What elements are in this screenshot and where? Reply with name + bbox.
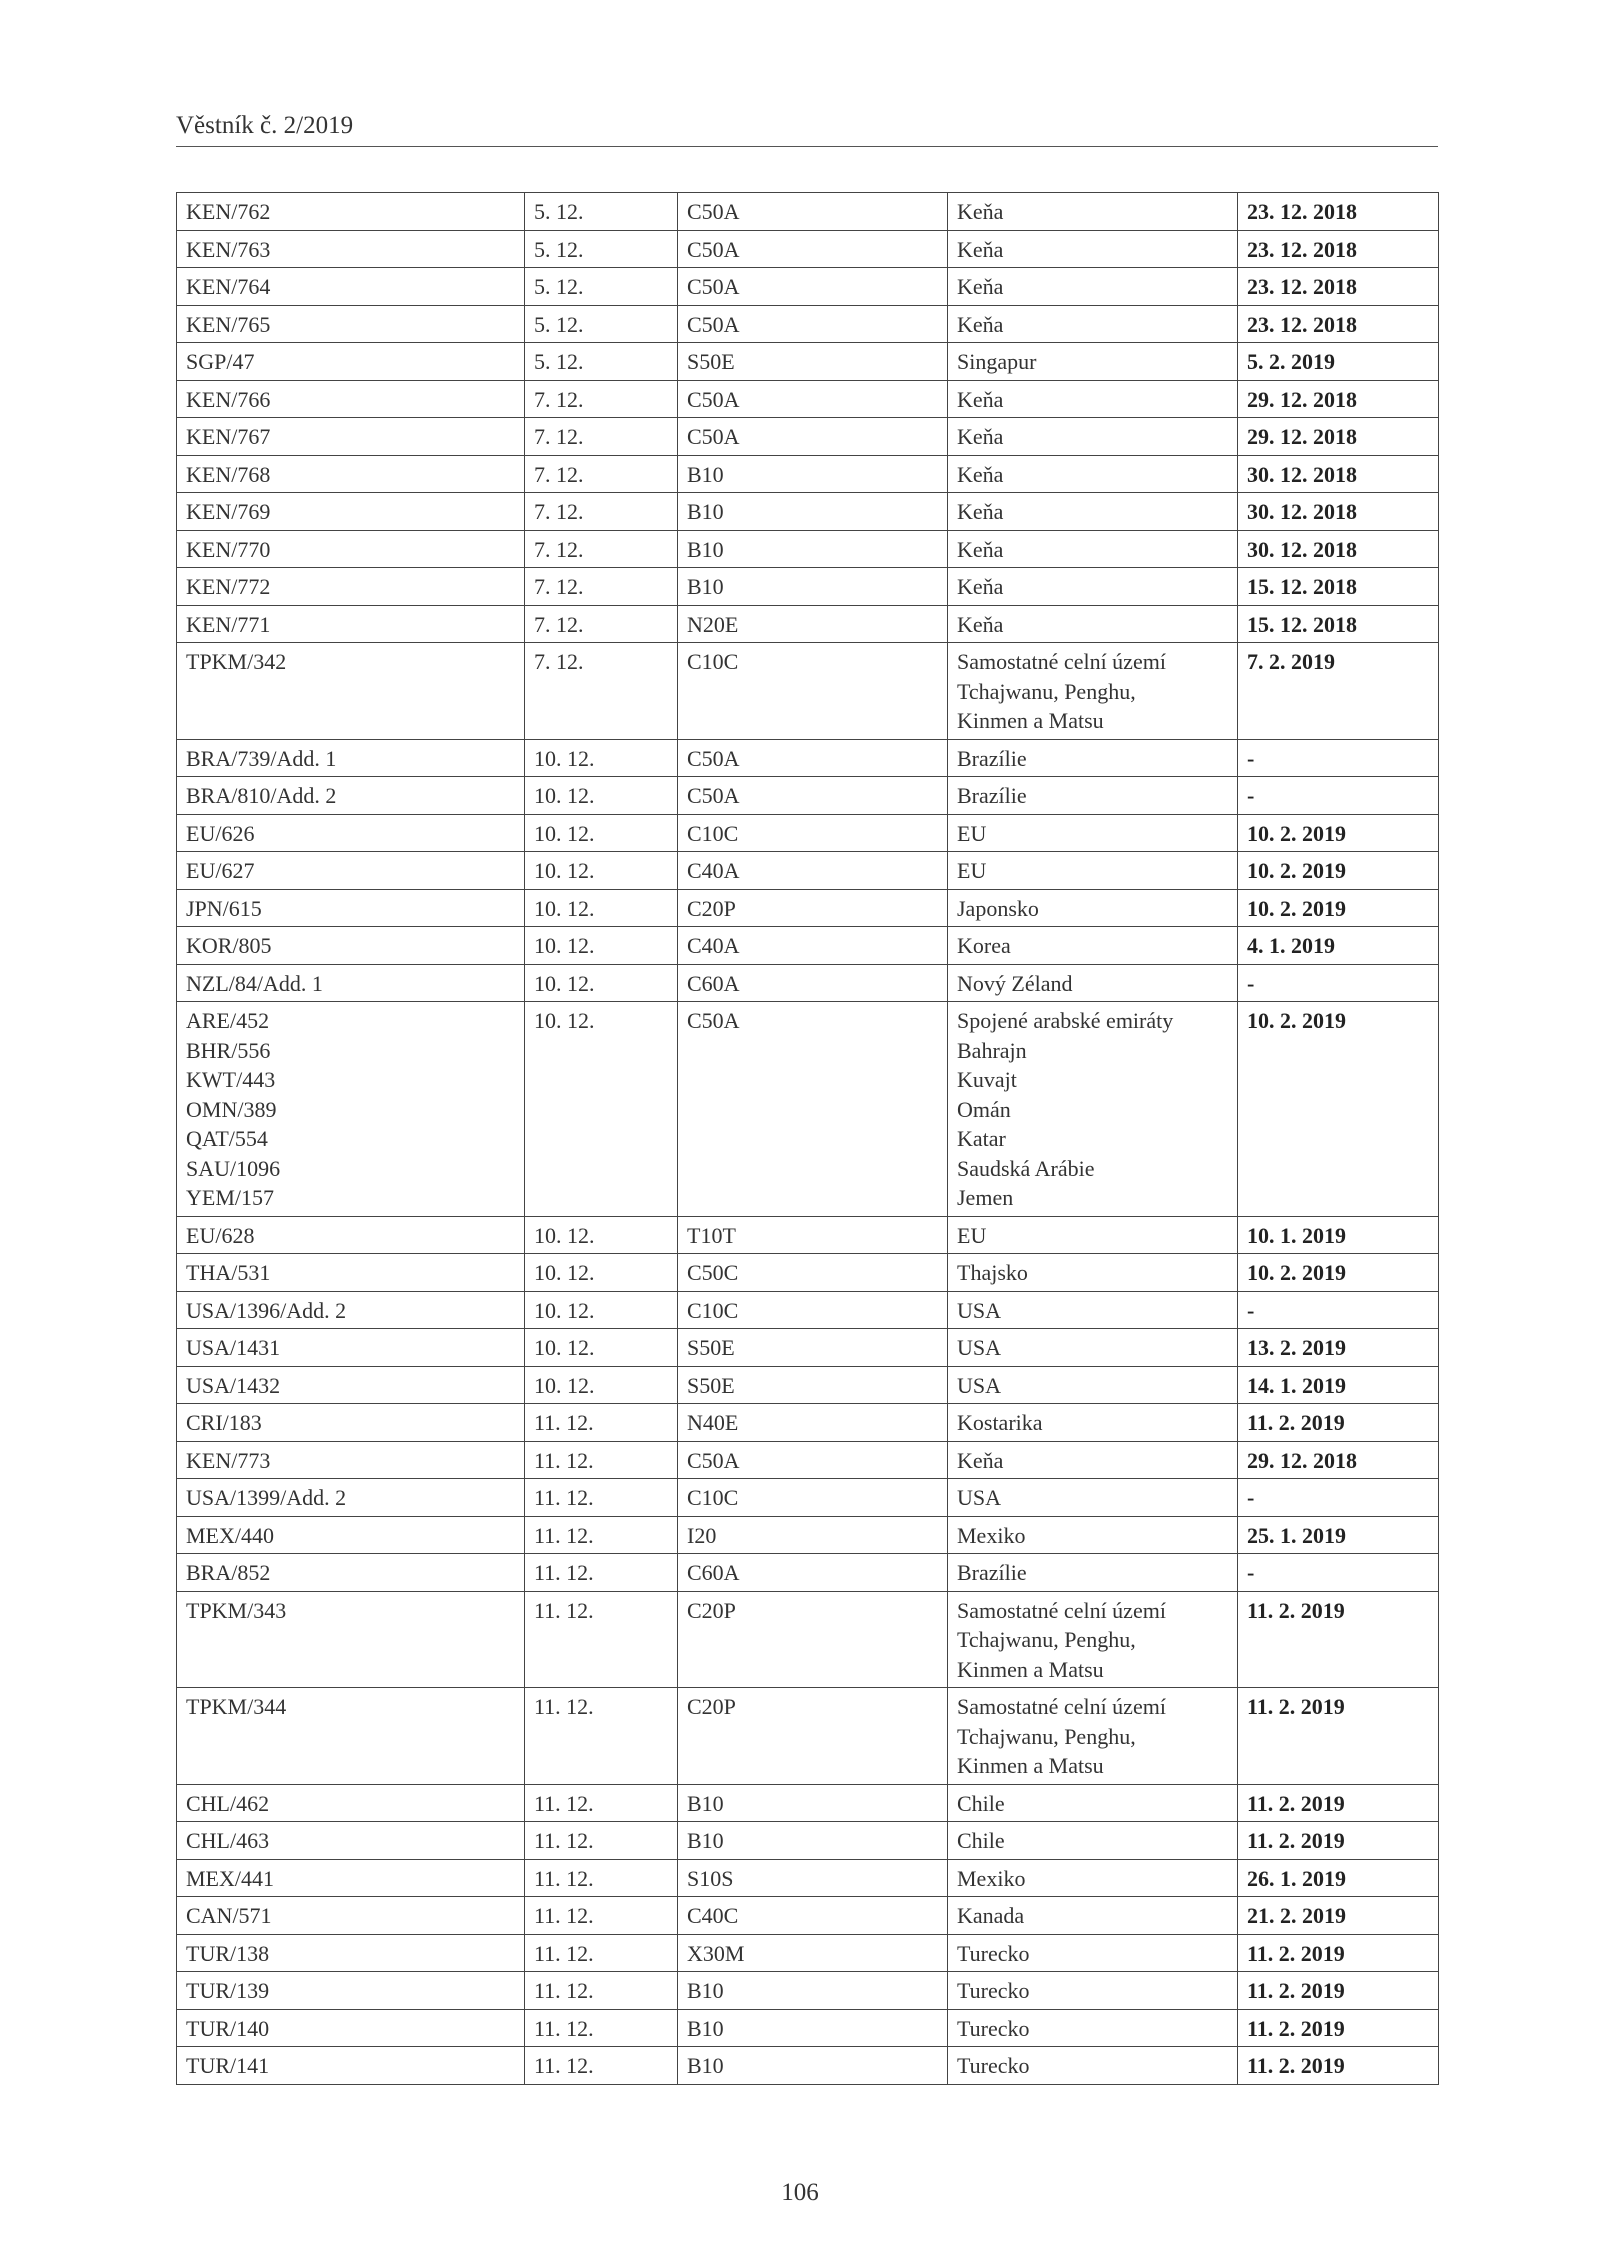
cell-line: Samostatné celní území — [957, 1597, 1166, 1623]
member-cell: Mexiko — [948, 1859, 1238, 1897]
deadline-cell: 11. 2. 2019 — [1238, 1934, 1439, 1972]
member-cell: USA — [948, 1329, 1238, 1367]
table-row — [177, 1329, 1439, 1367]
code-cell: S50E — [678, 1329, 948, 1367]
member-cell — [948, 1591, 1238, 1688]
deadline-cell: 11. 2. 2019 — [1238, 1591, 1439, 1688]
table-row — [177, 305, 1439, 343]
table-row — [177, 643, 1439, 740]
member-cell: Keňa — [948, 530, 1238, 568]
date-cell: 11. 12. — [525, 1822, 678, 1860]
page-number: 106 — [781, 2179, 819, 2206]
member-cell: USA — [948, 1479, 1238, 1517]
cell-line: Samostatné celní území — [957, 1694, 1166, 1719]
cell-line: Saudská Arábie — [957, 1155, 1095, 1181]
date-cell: 7. 12. — [525, 530, 678, 568]
document-symbol-cell: TUR/140 — [177, 2009, 525, 2047]
document-symbol-cell: KEN/768 — [177, 455, 525, 493]
cell-line: Tchajwanu, Penghu, — [957, 678, 1136, 704]
member-cell: EU — [948, 814, 1238, 852]
deadline-cell: 30. 12. 2018 — [1238, 530, 1439, 568]
document-symbol-cell: THA/531 — [177, 1254, 525, 1292]
member-cell: EU — [948, 852, 1238, 890]
date-cell: 7. 12. — [525, 418, 678, 456]
member-cell: Korea — [948, 927, 1238, 965]
table-row — [177, 1972, 1439, 2010]
date-cell: 10. 12. — [525, 1002, 678, 1217]
deadline-cell: 10. 2. 2019 — [1238, 1254, 1439, 1292]
table-row — [177, 927, 1439, 965]
member-cell: Kanada — [948, 1897, 1238, 1935]
document-symbol-cell: TPKM/344 — [177, 1688, 525, 1785]
table-row — [177, 568, 1439, 606]
deadline-cell: - — [1238, 777, 1439, 815]
date-cell: 10. 12. — [525, 1254, 678, 1292]
table-row — [177, 193, 1439, 231]
document-symbol-cell: KEN/766 — [177, 380, 525, 418]
document-symbol-cell: KEN/770 — [177, 530, 525, 568]
member-cell: Keňa — [948, 1441, 1238, 1479]
member-cell: Keňa — [948, 605, 1238, 643]
code-cell: C20P — [678, 1688, 948, 1785]
table-row — [177, 1216, 1439, 1254]
date-cell: 11. 12. — [525, 1404, 678, 1442]
deadline-cell: 11. 2. 2019 — [1238, 2009, 1439, 2047]
date-cell: 10. 12. — [525, 814, 678, 852]
document-symbol-cell: KEN/769 — [177, 493, 525, 531]
table-row — [177, 1366, 1439, 1404]
deadline-cell: 26. 1. 2019 — [1238, 1859, 1439, 1897]
deadline-cell: 11. 2. 2019 — [1238, 2047, 1439, 2085]
deadline-cell: 29. 12. 2018 — [1238, 1441, 1439, 1479]
table-row — [177, 1784, 1439, 1822]
deadline-cell: 10. 2. 2019 — [1238, 852, 1439, 890]
document-symbol-cell: NZL/84/Add. 1 — [177, 964, 525, 1002]
code-cell: C50A — [678, 418, 948, 456]
code-cell: C60A — [678, 1554, 948, 1592]
deadline-cell: 11. 2. 2019 — [1238, 1784, 1439, 1822]
table-row — [177, 1934, 1439, 1972]
document-symbol-cell: CHL/462 — [177, 1784, 525, 1822]
deadline-cell: 23. 12. 2018 — [1238, 193, 1439, 231]
date-cell: 10. 12. — [525, 1216, 678, 1254]
code-cell: B10 — [678, 2009, 948, 2047]
table-row — [177, 1859, 1439, 1897]
code-cell: B10 — [678, 493, 948, 531]
cell-line: ARE/452 — [186, 1008, 270, 1033]
cell-line: Tchajwanu, Penghu, — [957, 1723, 1136, 1749]
member-cell — [948, 1688, 1238, 1785]
member-cell: Keňa — [948, 418, 1238, 456]
document-symbol-cell: KEN/765 — [177, 305, 525, 343]
notifications-table — [176, 192, 1439, 2085]
date-cell: 5. 12. — [525, 343, 678, 381]
code-cell: I20 — [678, 1516, 948, 1554]
table-row — [177, 964, 1439, 1002]
deadline-cell: 10. 2. 2019 — [1238, 889, 1439, 927]
table-row — [177, 1688, 1439, 1785]
date-cell: 7. 12. — [525, 568, 678, 606]
cell-line: Jemen — [957, 1185, 1014, 1210]
code-cell: C50A — [678, 1002, 948, 1217]
member-cell: Kostarika — [948, 1404, 1238, 1442]
date-cell: 10. 12. — [525, 1291, 678, 1329]
date-cell: 11. 12. — [525, 1591, 678, 1688]
code-cell: S50E — [678, 1366, 948, 1404]
code-cell: C20P — [678, 1591, 948, 1688]
member-cell: Turecko — [948, 2047, 1238, 2085]
table-row — [177, 343, 1439, 381]
document-symbol-cell: TUR/139 — [177, 1972, 525, 2010]
document-symbol-cell: EU/628 — [177, 1216, 525, 1254]
deadline-cell: 25. 1. 2019 — [1238, 1516, 1439, 1554]
document-symbol-cell: KEN/764 — [177, 268, 525, 306]
cell-line: Samostatné celní území — [957, 649, 1166, 674]
deadline-cell: 4. 1. 2019 — [1238, 927, 1439, 965]
document-symbol-cell: KOR/805 — [177, 927, 525, 965]
document-symbol-cell: KEN/763 — [177, 230, 525, 268]
cell-line: Bahrajn — [957, 1037, 1027, 1063]
deadline-cell: - — [1238, 964, 1439, 1002]
cell-line: SAU/1096 — [186, 1155, 281, 1181]
document-symbol-cell: KEN/772 — [177, 568, 525, 606]
table-row — [177, 605, 1439, 643]
deadline-cell: 7. 2. 2019 — [1238, 643, 1439, 740]
cell-line: YEM/157 — [186, 1185, 274, 1210]
deadline-cell: 10. 2. 2019 — [1238, 814, 1439, 852]
table-row — [177, 2047, 1439, 2085]
table-row — [177, 739, 1439, 777]
member-cell: Brazílie — [948, 1554, 1238, 1592]
date-cell: 7. 12. — [525, 643, 678, 740]
table-row — [177, 418, 1439, 456]
table-row — [177, 455, 1439, 493]
date-cell: 5. 12. — [525, 193, 678, 231]
deadline-cell: 13. 2. 2019 — [1238, 1329, 1439, 1367]
date-cell: 11. 12. — [525, 1688, 678, 1785]
document-symbol-cell: EU/627 — [177, 852, 525, 890]
code-cell: C50A — [678, 230, 948, 268]
deadline-cell: - — [1238, 739, 1439, 777]
code-cell: B10 — [678, 1784, 948, 1822]
document-symbol-cell: USA/1399/Add. 2 — [177, 1479, 525, 1517]
document-symbol-cell: KEN/762 — [177, 193, 525, 231]
code-cell: B10 — [678, 455, 948, 493]
member-cell: Brazílie — [948, 777, 1238, 815]
table-row — [177, 1479, 1439, 1517]
table-body — [177, 193, 1439, 2085]
member-cell: Turecko — [948, 1934, 1238, 1972]
code-cell: C50C — [678, 1254, 948, 1292]
document-symbol-cell: JPN/615 — [177, 889, 525, 927]
deadline-cell: - — [1238, 1479, 1439, 1517]
document-symbol-cell: CAN/571 — [177, 1897, 525, 1935]
date-cell: 11. 12. — [525, 1859, 678, 1897]
deadline-cell: 10. 1. 2019 — [1238, 1216, 1439, 1254]
code-cell: N20E — [678, 605, 948, 643]
document-symbol-cell: CHL/463 — [177, 1822, 525, 1860]
deadline-cell: 23. 12. 2018 — [1238, 268, 1439, 306]
member-cell: Keňa — [948, 568, 1238, 606]
date-cell: 10. 12. — [525, 739, 678, 777]
cell-line: Kinmen a Matsu — [957, 1656, 1104, 1682]
member-cell: Turecko — [948, 1972, 1238, 2010]
document-symbol-cell: EU/626 — [177, 814, 525, 852]
member-cell: USA — [948, 1291, 1238, 1329]
date-cell: 11. 12. — [525, 1516, 678, 1554]
code-cell: C10C — [678, 643, 948, 740]
date-cell: 11. 12. — [525, 1479, 678, 1517]
table-row — [177, 1591, 1439, 1688]
code-cell: C50A — [678, 777, 948, 815]
table-row — [177, 1822, 1439, 1860]
date-cell: 10. 12. — [525, 889, 678, 927]
document-symbol-cell — [177, 1002, 525, 1217]
document-symbol-cell: TUR/141 — [177, 2047, 525, 2085]
table-row — [177, 230, 1439, 268]
member-cell: Keňa — [948, 455, 1238, 493]
document-symbol-cell: KEN/773 — [177, 1441, 525, 1479]
table-row — [177, 1897, 1439, 1935]
member-cell: Chile — [948, 1784, 1238, 1822]
table-row — [177, 380, 1439, 418]
date-cell: 11. 12. — [525, 1897, 678, 1935]
date-cell: 5. 12. — [525, 230, 678, 268]
document-symbol-cell: BRA/739/Add. 1 — [177, 739, 525, 777]
code-cell: C50A — [678, 305, 948, 343]
member-cell: Keňa — [948, 380, 1238, 418]
deadline-cell: 30. 12. 2018 — [1238, 493, 1439, 531]
date-cell: 11. 12. — [525, 1972, 678, 2010]
date-cell: 11. 12. — [525, 1934, 678, 1972]
table-row — [177, 1291, 1439, 1329]
code-cell: C50A — [678, 1441, 948, 1479]
date-cell: 10. 12. — [525, 1366, 678, 1404]
date-cell: 10. 12. — [525, 927, 678, 965]
member-cell: Keňa — [948, 230, 1238, 268]
code-cell: C40A — [678, 852, 948, 890]
member-cell: Singapur — [948, 343, 1238, 381]
member-cell: Nový Zéland — [948, 964, 1238, 1002]
member-cell: Keňa — [948, 305, 1238, 343]
deadline-cell: 11. 2. 2019 — [1238, 1404, 1439, 1442]
date-cell: 11. 12. — [525, 1784, 678, 1822]
code-cell: S10S — [678, 1859, 948, 1897]
code-cell: B10 — [678, 1972, 948, 2010]
cell-line: KWT/443 — [186, 1067, 276, 1092]
member-cell: Keňa — [948, 493, 1238, 531]
member-cell: Keňa — [948, 193, 1238, 231]
table-row — [177, 1002, 1439, 1217]
document-symbol-cell: USA/1432 — [177, 1366, 525, 1404]
deadline-cell: 21. 2. 2019 — [1238, 1897, 1439, 1935]
cell-line: Spojené arabské emiráty — [957, 1008, 1174, 1033]
cell-line: BHR/556 — [186, 1037, 271, 1063]
code-cell: X30M — [678, 1934, 948, 1972]
code-cell: C10C — [678, 1291, 948, 1329]
date-cell: 10. 12. — [525, 777, 678, 815]
table-row — [177, 2009, 1439, 2047]
deadline-cell: 11. 2. 2019 — [1238, 1972, 1439, 2010]
cell-line: Kinmen a Matsu — [957, 708, 1104, 733]
table-row — [177, 1254, 1439, 1292]
document-symbol-cell: MEX/440 — [177, 1516, 525, 1554]
document-symbol-cell: BRA/852 — [177, 1554, 525, 1592]
date-cell: 7. 12. — [525, 493, 678, 531]
date-cell: 11. 12. — [525, 1441, 678, 1479]
table-row — [177, 1554, 1439, 1592]
date-cell: 11. 12. — [525, 1554, 678, 1592]
code-cell: C10C — [678, 814, 948, 852]
document-symbol-cell: USA/1431 — [177, 1329, 525, 1367]
cell-line: Kuvajt — [957, 1067, 1017, 1092]
cell-line: Omán — [957, 1096, 1011, 1122]
date-cell: 10. 12. — [525, 964, 678, 1002]
code-cell: T10T — [678, 1216, 948, 1254]
document-symbol-cell: CRI/183 — [177, 1404, 525, 1442]
code-cell: C50A — [678, 268, 948, 306]
deadline-cell: 5. 2. 2019 — [1238, 343, 1439, 381]
table-row — [177, 889, 1439, 927]
table-row — [177, 814, 1439, 852]
date-cell: 5. 12. — [525, 268, 678, 306]
member-cell: USA — [948, 1366, 1238, 1404]
code-cell: C20P — [678, 889, 948, 927]
cell-line: Tchajwanu, Penghu, — [957, 1627, 1136, 1652]
code-cell: C50A — [678, 380, 948, 418]
table-row — [177, 777, 1439, 815]
table-row — [177, 1404, 1439, 1442]
code-cell: B10 — [678, 530, 948, 568]
member-cell — [948, 643, 1238, 740]
member-cell: Brazílie — [948, 739, 1238, 777]
cell-line: Katar — [957, 1126, 1006, 1151]
deadline-cell: 23. 12. 2018 — [1238, 305, 1439, 343]
member-cell: EU — [948, 1216, 1238, 1254]
document-symbol-cell: TPKM/343 — [177, 1591, 525, 1688]
code-cell: B10 — [678, 1822, 948, 1860]
code-cell: C40C — [678, 1897, 948, 1935]
member-cell: Chile — [948, 1822, 1238, 1860]
code-cell: S50E — [678, 343, 948, 381]
member-cell: Japonsko — [948, 889, 1238, 927]
document-symbol-cell: KEN/771 — [177, 605, 525, 643]
deadline-cell: 15. 12. 2018 — [1238, 605, 1439, 643]
date-cell: 11. 12. — [525, 2047, 678, 2085]
page-header — [176, 110, 1438, 147]
table-row — [177, 852, 1439, 890]
member-cell: Turecko — [948, 2009, 1238, 2047]
member-cell — [948, 1002, 1238, 1217]
date-cell: 10. 12. — [525, 852, 678, 890]
deadline-cell: - — [1238, 1291, 1439, 1329]
table-row — [177, 1516, 1439, 1554]
deadline-cell: 11. 2. 2019 — [1238, 1822, 1439, 1860]
code-cell: C50A — [678, 739, 948, 777]
table-row — [177, 530, 1439, 568]
member-cell: Mexiko — [948, 1516, 1238, 1554]
cell-line: Kinmen a Matsu — [957, 1753, 1104, 1778]
document-symbol-cell: SGP/47 — [177, 343, 525, 381]
document-symbol-cell: TUR/138 — [177, 1934, 525, 1972]
member-cell: Thajsko — [948, 1254, 1238, 1292]
document-symbol-cell: BRA/810/Add. 2 — [177, 777, 525, 815]
document-symbol-cell: USA/1396/Add. 2 — [177, 1291, 525, 1329]
date-cell: 11. 12. — [525, 2009, 678, 2047]
date-cell: 7. 12. — [525, 380, 678, 418]
date-cell: 7. 12. — [525, 605, 678, 643]
code-cell: C10C — [678, 1479, 948, 1517]
deadline-cell: 11. 2. 2019 — [1238, 1688, 1439, 1785]
publication-title: Věstník č. 2/2019 — [176, 112, 354, 139]
date-cell: 5. 12. — [525, 305, 678, 343]
code-cell: N40E — [678, 1404, 948, 1442]
cell-line: OMN/389 — [186, 1096, 277, 1122]
member-cell: Keňa — [948, 268, 1238, 306]
cell-line: QAT/554 — [186, 1126, 268, 1151]
table-row — [177, 268, 1439, 306]
document-symbol-cell: KEN/767 — [177, 418, 525, 456]
deadline-cell: 23. 12. 2018 — [1238, 230, 1439, 268]
code-cell: C60A — [678, 964, 948, 1002]
date-cell: 10. 12. — [525, 1329, 678, 1367]
deadline-cell: 29. 12. 2018 — [1238, 418, 1439, 456]
table-row — [177, 1441, 1439, 1479]
code-cell: B10 — [678, 2047, 948, 2085]
deadline-cell: - — [1238, 1554, 1439, 1592]
deadline-cell: 15. 12. 2018 — [1238, 568, 1439, 606]
deadline-cell: 29. 12. 2018 — [1238, 380, 1439, 418]
deadline-cell: 14. 1. 2019 — [1238, 1366, 1439, 1404]
table-row — [177, 493, 1439, 531]
code-cell: C50A — [678, 193, 948, 231]
deadline-cell: 30. 12. 2018 — [1238, 455, 1439, 493]
code-cell: B10 — [678, 568, 948, 606]
deadline-cell: 10. 2. 2019 — [1238, 1002, 1439, 1217]
date-cell: 7. 12. — [525, 455, 678, 493]
document-symbol-cell: TPKM/342 — [177, 643, 525, 740]
document-symbol-cell: MEX/441 — [177, 1859, 525, 1897]
code-cell: C40A — [678, 927, 948, 965]
